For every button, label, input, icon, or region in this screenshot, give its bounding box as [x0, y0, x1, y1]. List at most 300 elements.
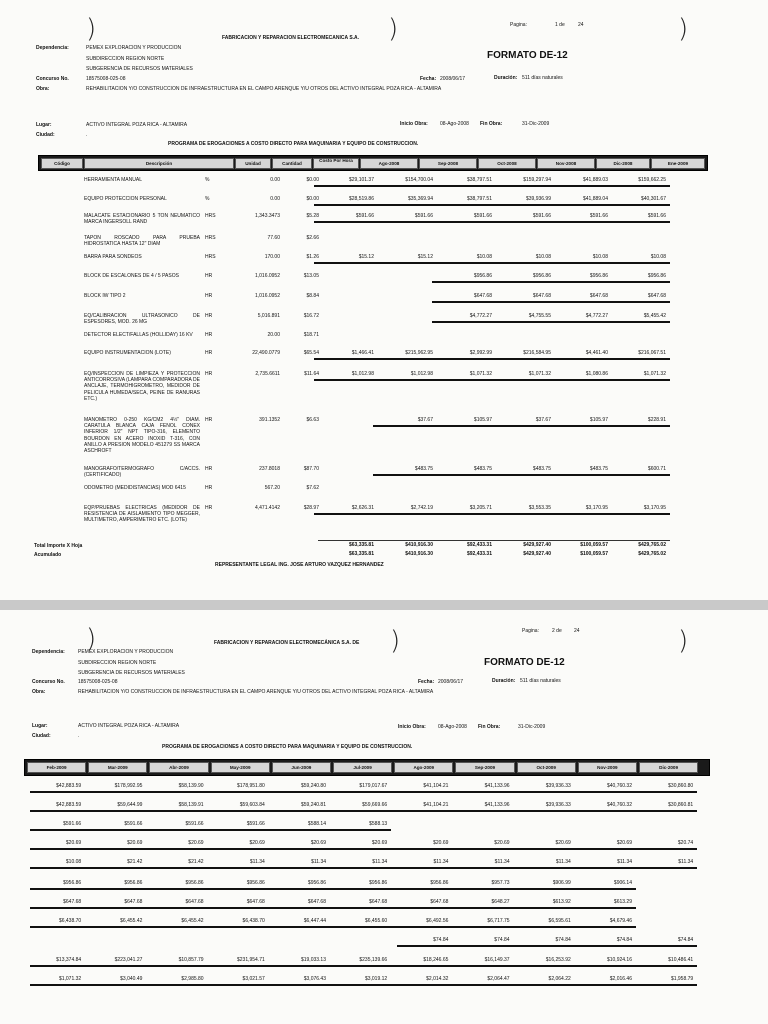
row-cost: $13.05: [303, 273, 319, 279]
row-month-value: $59,240.81: [300, 802, 326, 808]
row-description: EQUIPO INSTRUMENTACION (LOTE): [84, 350, 171, 356]
row-month-value: $40,760.32: [606, 802, 632, 808]
row-month-value: $11.34: [311, 859, 326, 865]
ciudad-label: Ciudad:: [36, 132, 55, 138]
row-month-value: $4,755.55: [528, 313, 551, 319]
dependencia-line-3: SUBGERENCIA DE RECURSOS MATERIALES: [78, 670, 185, 676]
row-description: MANOMETRO 0-250 KG/CM2 4½" DIAM. CARATULA BLANCA CAJA FENOL CONEX INFERIOR 1/2" NPT TIPO-316, ELEMENTO BOURDON EN ACERO INOXID T-316, CON ANILLO A PRESION MODELO 451279 SS MARCA ASCHROFT: [84, 417, 200, 455]
row-quantity: 0.00: [270, 196, 280, 202]
row-bar: [30, 791, 697, 793]
total-value: $63,335.81: [348, 542, 374, 548]
ciudad-value: .: [78, 733, 80, 739]
row-month-value: $20.69: [371, 840, 388, 846]
row-month-value: $10.08: [592, 254, 608, 260]
row-month-value: $3,170.95: [643, 505, 666, 511]
row-month-value: $10,924.16: [606, 957, 632, 963]
acumulado-value: $92,433.31: [466, 551, 492, 557]
acumulado-value: $410,916.30: [405, 551, 433, 557]
row-cost: $5.28: [306, 213, 319, 219]
inicio-value: 08-Ago-2008: [438, 724, 467, 730]
concurso-label: Concurso No.: [32, 679, 65, 685]
row-quantity: 1,343.3473: [254, 213, 280, 219]
row-month-value: $11.34: [617, 859, 632, 865]
row-description: TAPON ROSCADO PARA PRUEBA HIDROSTATICA HASTA 12" DIAM: [84, 235, 200, 248]
row-month-value: $10.08: [535, 254, 551, 260]
row-month-value: $74.84: [433, 937, 449, 943]
row-month-value: $11.34: [494, 859, 510, 865]
scan-mark-center: ): [388, 14, 399, 44]
row-month-value: $38,797.51: [466, 196, 492, 202]
row-month-value: $15.12: [358, 254, 374, 260]
row-month-value: $105.97: [473, 417, 492, 423]
row-bar: [30, 984, 697, 986]
row-bar: [30, 829, 391, 831]
row-month-value: $20.69: [188, 840, 204, 846]
row-unit: HR: [205, 371, 213, 377]
obra-label: Obra:: [36, 86, 50, 92]
table-header: [24, 759, 710, 776]
row-bar: [314, 358, 670, 360]
row-month-value: $41,104.21: [423, 802, 449, 808]
row-month-value: $6,447.44: [303, 918, 326, 924]
row-month-value: $2,992.99: [469, 350, 492, 356]
dependencia-label: Dependencia:: [36, 45, 69, 51]
company-name: FABRICACION Y REPARACION ELECTROMECÁNICA S.A. DE: [214, 640, 360, 646]
scan-mark-center: ): [390, 626, 401, 656]
row-month-value: $1,071.32: [643, 371, 666, 377]
row-month-value: $41,133.96: [484, 783, 510, 789]
row-description: BLOCK IW TIPO 2: [84, 293, 126, 299]
row-month-value: $35,369.94: [407, 196, 433, 202]
row-month-value: $591.66: [414, 213, 433, 219]
row-month-value: $11.34: [372, 859, 388, 865]
total-value: $92,433.31: [466, 542, 492, 548]
row-month-value: $647.68: [307, 899, 326, 905]
row-month-value: $591.66: [355, 213, 374, 219]
row-bar: [314, 262, 670, 264]
row-month-value: $40,760.32: [606, 783, 632, 789]
header-month-4: Nov-2008: [537, 158, 595, 169]
lugar-value: ACTIVO INTEGRAL POZA RICA - ALTAMIRA: [86, 122, 188, 128]
row-month-value: $39,936.99: [525, 196, 551, 202]
row-month-value: $591.66: [63, 821, 82, 827]
row-month-value: $105.97: [589, 417, 608, 423]
row-month-value: $647.68: [647, 293, 666, 299]
row-month-value: $6,455.42: [181, 918, 204, 924]
fin-label: Fin Obra:: [478, 724, 501, 730]
row-month-value: $6,455.42: [120, 918, 143, 924]
row-description: MALACATE ESTACIONARIO 5 TON NEUMATICO MARCA INGERSOLL RAND: [84, 213, 200, 226]
row-month-value: $2,985.80: [181, 976, 204, 982]
row-bar: [30, 810, 697, 812]
row-month-value: $3,076.43: [303, 976, 326, 982]
fin-label: Fin Obra:: [480, 121, 503, 127]
row-month-value: $4,772.27: [469, 313, 492, 319]
row-month-value: $591.66: [473, 213, 492, 219]
row-month-value: $58,139.90: [178, 783, 204, 789]
row-unit: %: [205, 177, 210, 183]
row-month-value: $1,012.98: [351, 371, 374, 377]
header-month-5: Jun-2009: [272, 762, 331, 773]
row-month-value: $28,519.86: [348, 196, 374, 202]
row-month-value: $74.84: [555, 937, 571, 943]
row-month-value: $216,067.51: [638, 350, 666, 356]
row-month-value: $20.74: [677, 840, 694, 846]
row-unit: HR: [205, 332, 213, 338]
page-label: Pagina:: [510, 22, 527, 28]
table-header: [38, 155, 708, 171]
row-month-value: $30,860.81: [668, 802, 694, 808]
row-month-value: $6,438.70: [242, 918, 265, 924]
row-month-value: $956.86: [124, 880, 143, 886]
row-description: BLOCK DE ESCALONES DE 4 / 5 PASOS: [84, 273, 179, 279]
page-number: 1 de: [555, 22, 565, 28]
format-title: FORMATO DE-12: [487, 50, 568, 61]
total-value: $100,059.57: [580, 542, 608, 548]
dependencia-label: Dependencia:: [32, 649, 65, 655]
page-total: 24: [574, 628, 580, 634]
row-month-value: $20.69: [555, 840, 571, 846]
row-month-value: $647.68: [473, 293, 492, 299]
row-month-value: $21.42: [127, 859, 143, 865]
header-month-6: Jul-2009: [333, 762, 392, 773]
duracion-label: Duración:: [494, 75, 518, 81]
row-month-value: $6,492.56: [426, 918, 449, 924]
row-month-value: $1,012.98: [410, 371, 433, 377]
fecha-label: Fecha:: [420, 76, 437, 82]
row-cost: $8.84: [306, 293, 319, 299]
row-month-value: $588.13: [369, 821, 388, 827]
row-unit: HR: [205, 466, 213, 472]
scan-mark-left: ): [86, 624, 97, 654]
lugar-value: ACTIVO INTEGRAL POZA RICA - ALTAMIRA: [78, 723, 180, 729]
row-quantity: 2,735.6611: [255, 371, 280, 377]
row-month-value: $613.29: [613, 899, 632, 905]
representante: REPRESENTANTE LEGAL ING. JOSE ARTURO VAZQUEZ HERNANDEZ: [215, 562, 384, 568]
total-value: $410,916.30: [405, 542, 433, 548]
row-month-value: $3,021.57: [242, 976, 265, 982]
row-month-value: $39,936.33: [545, 802, 571, 808]
row-month-value: $6,438.70: [58, 918, 82, 924]
row-month-value: $591.66: [532, 213, 551, 219]
acumulado-value: $63,335.81: [348, 551, 374, 557]
row-month-value: $74.84: [616, 937, 632, 943]
duracion-value: 511 días naturales: [522, 75, 563, 81]
row-month-value: $10.08: [65, 859, 82, 865]
row-bar: [314, 185, 670, 187]
row-month-value: $6,455.60: [364, 918, 388, 924]
page-2: [0, 610, 768, 1024]
dependencia-line-1: PEMEX EXPLORACION Y PRODUCCION: [86, 45, 182, 51]
header-month-2: Sep-2008: [419, 158, 477, 169]
row-month-value: $956.86: [532, 273, 551, 279]
row-month-value: $38,797.51: [466, 177, 492, 183]
row-unit: %: [205, 196, 210, 202]
header-month-8: Sep-2009: [455, 762, 514, 773]
inicio-label: Inicio Obra:: [398, 724, 426, 730]
row-month-value: $2,064.47: [487, 976, 510, 982]
lugar-label: Lugar:: [36, 122, 52, 128]
scan-mark-right: ): [678, 14, 689, 44]
row-month-value: $41,889.04: [582, 196, 608, 202]
row-month-value: $1,958.79: [670, 976, 694, 982]
row-month-value: $906.99: [552, 880, 571, 886]
row-month-value: $2,016.46: [609, 976, 632, 982]
row-month-value: $11.34: [249, 859, 265, 865]
row-month-value: $11.34: [433, 859, 449, 865]
total-label: Total Importe X Hoja: [34, 543, 83, 549]
row-month-value: $40,301.67: [640, 196, 666, 202]
row-unit: HR: [205, 293, 213, 299]
row-cost: $18.71: [303, 332, 319, 338]
row-quantity: 391.1352: [259, 417, 280, 423]
row-month-value: $178,951.80: [236, 783, 265, 789]
company-name: FABRICACION Y REPARACION ELECTROMECANICA S.A.: [222, 35, 360, 41]
scan-mark-left: ): [86, 14, 97, 44]
row-month-value: $600.71: [647, 466, 666, 472]
row-month-value: $591.66: [246, 821, 265, 827]
row-month-value: $6,595.61: [548, 918, 571, 924]
dependencia-line-2: SUBDIRECCION REGION NORTE: [78, 660, 157, 666]
row-bar: [373, 474, 670, 476]
row-month-value: $647.68: [589, 293, 608, 299]
row-month-value: $20.69: [433, 840, 449, 846]
row-quantity: 567.20: [264, 485, 280, 491]
row-month-value: $3,040.49: [120, 976, 143, 982]
row-month-value: $20.69: [310, 840, 326, 846]
row-unit: HRS: [205, 213, 216, 219]
row-cost: $1.26: [306, 254, 319, 260]
row-unit: HR: [205, 313, 213, 319]
row-month-value: $3,553.35: [528, 505, 551, 511]
row-month-value: $29,101.37: [348, 177, 374, 183]
row-description: EQ/INSPECCION DE LIMPIEZA Y PROTECCION ANTICORROSIVA (LAMPARA COMPARADORA DE ANCLAJE, TERMOHIGROMETRO, MEDIDOR DE PELICULA HUMEDA/SECA, PEINE DE RANURAS ETC.): [84, 371, 200, 402]
row-bar: [432, 321, 670, 323]
header-month-6: Ene-2009: [651, 158, 705, 169]
row-month-value: $956.86: [185, 880, 204, 886]
row-month-value: $591.66: [124, 821, 143, 827]
row-bar: [397, 945, 697, 947]
row-month-value: $2,626.31: [351, 505, 374, 511]
row-month-value: $483.75: [589, 466, 608, 472]
row-month-value: $41,133.96: [484, 802, 510, 808]
total-value: $429,765.02: [638, 542, 666, 548]
row-description: ODOMETRO (MEDIDISTANCIAS) MOD 6415: [84, 485, 186, 491]
row-month-value: $74.84: [494, 937, 510, 943]
row-bar: [373, 425, 670, 427]
row-month-value: $16,149.37: [484, 957, 510, 963]
row-month-value: $648.27: [491, 899, 510, 905]
header-month-4: May-2009: [211, 762, 270, 773]
row-cost: $28.97: [303, 505, 319, 511]
row-month-value: $591.66: [589, 213, 608, 219]
row-month-value: $16,253.92: [545, 957, 571, 963]
row-month-value: $41,889.03: [582, 177, 608, 183]
row-month-value: $18,246.65: [423, 957, 449, 963]
row-month-value: $1,080.86: [585, 371, 608, 377]
row-month-value: $956.86: [589, 273, 608, 279]
row-month-value: $74.84: [677, 937, 694, 943]
header-month-9: Oct-2009: [517, 762, 576, 773]
row-month-value: $42,883.59: [56, 802, 82, 808]
concurso-label: Concurso No.: [36, 76, 69, 82]
row-quantity: 22,490.0779: [252, 350, 280, 356]
row-quantity: 4,471.4142: [254, 505, 280, 511]
row-month-value: $2,064.22: [548, 976, 571, 982]
row-cost: $0.00: [306, 177, 319, 183]
row-bar: [314, 221, 670, 223]
row-cost: $16.72: [303, 313, 319, 319]
obra-label: Obra:: [32, 689, 46, 695]
row-month-value: $231,954.71: [236, 957, 265, 963]
row-month-value: $10.08: [650, 254, 666, 260]
duracion-value: 511 días naturales: [520, 678, 561, 684]
row-bar: [30, 867, 697, 869]
scan-mark-right: ): [678, 626, 689, 656]
row-month-value: $41,104.21: [423, 783, 449, 789]
row-month-value: $1,071.32: [58, 976, 82, 982]
header-descripcion: Descripción: [84, 158, 234, 169]
row-month-value: $956.86: [307, 880, 326, 886]
row-month-value: $957.73: [491, 880, 510, 886]
row-quantity: 5,016.891: [257, 313, 280, 319]
row-month-value: $179,017.67: [359, 783, 388, 789]
row-description: HERRAMIENTA MANUAL: [84, 177, 142, 183]
header-cantidad: Cantidad: [272, 158, 312, 169]
row-description: EQ/CALIBRACION ULTRASONICO DE ESPESORES, MOD. 26 MG: [84, 313, 200, 326]
obra-value: REHABILITACION Y/O CONSTRUCCION DE INFRAESTRUCTURA EN EL CAMPO ARENQUE Y/U OTROS DEL ACTIVO INTEGRAL POZA RICA - ALTAMIRA: [86, 86, 442, 92]
header-month-2: Mar-2009: [88, 762, 147, 773]
row-month-value: $647.68: [430, 899, 449, 905]
row-month-value: $647.68: [532, 293, 551, 299]
row-cost: $2.66: [306, 235, 319, 241]
row-quantity: 0.00: [270, 177, 280, 183]
header-codigo: Código: [41, 158, 83, 169]
row-month-value: $647.68: [246, 899, 265, 905]
row-month-value: $647.68: [63, 899, 82, 905]
row-month-value: $59,240.80: [300, 783, 326, 789]
row-month-value: $591.66: [185, 821, 204, 827]
row-bar: [30, 926, 636, 928]
row-month-value: $59,644.99: [117, 802, 143, 808]
row-unit: HR: [205, 350, 213, 356]
row-month-value: $956.86: [473, 273, 492, 279]
row-month-value: $59,603.84: [239, 802, 265, 808]
row-unit: HRS: [205, 254, 216, 260]
row-quantity: 77.60: [267, 235, 280, 241]
row-month-value: $20.69: [127, 840, 143, 846]
totals-rule: [318, 540, 670, 541]
fin-value: 31-Dic-2009: [518, 724, 546, 730]
row-month-value: $39,936.33: [545, 783, 571, 789]
fecha-label: Fecha:: [418, 679, 435, 685]
row-month-value: $235,139.66: [359, 957, 388, 963]
row-month-value: $223,041.27: [114, 957, 143, 963]
row-month-value: $3,019.12: [364, 976, 388, 982]
ciudad-label: Ciudad:: [32, 733, 51, 739]
row-unit: HR: [205, 417, 213, 423]
row-cost: $65.54: [303, 350, 319, 356]
row-month-value: $13,374.84: [56, 957, 82, 963]
page-total: 24: [578, 22, 584, 28]
row-month-value: $37.67: [417, 417, 433, 423]
row-bar: [30, 848, 697, 850]
row-month-value: $20.69: [65, 840, 82, 846]
page-number: 2 de: [552, 628, 562, 634]
row-month-value: $3,205.71: [469, 505, 492, 511]
row-quantity: 20.00: [267, 332, 280, 338]
obra-value: REHABILITACION Y/O CONSTRUCCION DE INFRAESTRUCTURA EN EL CAMPO ARENQUE Y/U OTROS DEL ACTIVO INTEGRAL POZA RICA - ALTAMIRA: [78, 689, 434, 695]
row-bar: [314, 379, 670, 381]
row-month-value: $613.92: [552, 899, 571, 905]
row-month-value: $215,962.95: [405, 350, 433, 356]
header-month-1: Feb-2009: [27, 762, 86, 773]
row-bar: [30, 907, 636, 909]
row-description: MANOGRAFO/TERMOGRAFO C/ACCS. (CERTIFICADO): [84, 466, 200, 479]
row-month-value: $59,669.66: [362, 802, 388, 808]
row-month-value: $10,486.41: [668, 957, 694, 963]
header-costo: Costo Por Hora: [313, 158, 359, 169]
header-month-10: Nov-2009: [578, 762, 637, 773]
row-bar: [314, 204, 670, 206]
inicio-value: 08-Ago-2008: [440, 121, 469, 127]
row-month-value: $20.69: [249, 840, 265, 846]
acumulado-value: $429,765.02: [638, 551, 666, 557]
row-month-value: $20.69: [494, 840, 510, 846]
row-cost: $6.63: [306, 417, 319, 423]
row-description: EQUIPO PROTECCION PERSONAL: [84, 196, 167, 202]
row-month-value: $2,742.19: [410, 505, 433, 511]
row-cost: $11.64: [304, 371, 319, 377]
program-title: PROGRAMA DE EROGACIONES A COSTO DIRECTO PARA MAQUINARIA Y EQUIPO DE CONSTRUCCION.: [168, 141, 419, 147]
program-title: PROGRAMA DE EROGACIONES A COSTO DIRECTO PARA MAQUINARIA Y EQUIPO DE CONSTRUCCION.: [162, 744, 413, 750]
row-unit: HRS: [205, 235, 216, 241]
row-month-value: $6,717.75: [487, 918, 510, 924]
row-month-value: $178,992.95: [114, 783, 143, 789]
lugar-label: Lugar:: [32, 723, 48, 729]
row-month-value: $15.12: [417, 254, 433, 260]
row-cost: $87.70: [303, 466, 319, 472]
acumulado-value: $100,059.57: [580, 551, 608, 557]
row-month-value: $483.75: [473, 466, 492, 472]
concurso-value: 18575008-025-08: [78, 679, 118, 685]
header-month-7: Ago-2009: [394, 762, 453, 773]
row-month-value: $483.75: [414, 466, 433, 472]
row-unit: HR: [205, 273, 213, 279]
header-month-3: Oct-2008: [478, 158, 536, 169]
row-month-value: $1,071.32: [469, 371, 492, 377]
row-unit: HR: [205, 485, 213, 491]
dependencia-line-3: SUBGERENCIA DE RECURSOS MATERIALES: [86, 66, 193, 72]
concurso-value: 18575008-025-08: [86, 76, 126, 82]
row-quantity: 170.00: [264, 254, 280, 260]
row-quantity: 237.8018: [259, 466, 280, 472]
row-month-value: $20.69: [616, 840, 632, 846]
row-month-value: $19,033.13: [300, 957, 326, 963]
row-month-value: $956.86: [246, 880, 265, 886]
row-month-value: $647.68: [185, 899, 204, 905]
fecha-value: 2008/06/17: [440, 76, 466, 82]
row-bar: [30, 965, 697, 967]
row-month-value: $58,139.91: [178, 802, 204, 808]
row-quantity: 1,016.0952: [254, 293, 280, 299]
row-cost: $7.62: [306, 485, 319, 491]
acumulado-label: Acumulado: [34, 552, 62, 558]
row-month-value: $2,014.32: [426, 976, 449, 982]
row-month-value: $956.86: [647, 273, 666, 279]
row-description: BARRA PARA SONDEOS: [84, 254, 142, 260]
row-month-value: $588.14: [307, 821, 326, 827]
